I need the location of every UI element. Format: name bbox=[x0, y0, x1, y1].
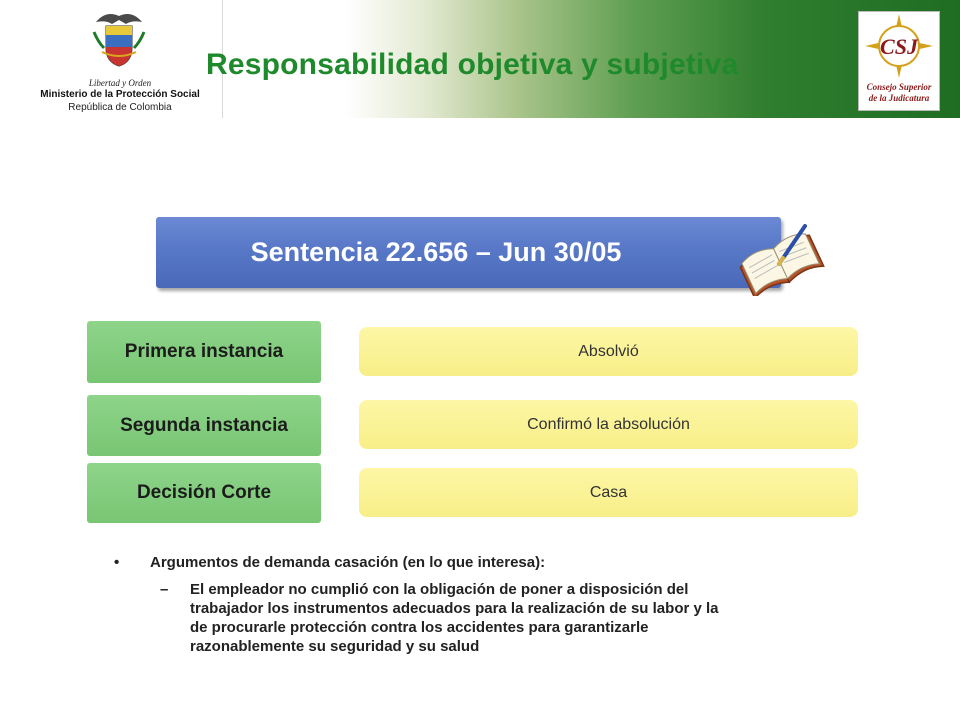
result-box-decision-corte: Casa bbox=[359, 468, 858, 517]
arguments-sub-item bbox=[114, 580, 854, 656]
compass-rose-icon bbox=[859, 12, 939, 82]
csj-caption-line1: Consejo Superior bbox=[866, 82, 932, 92]
stage-box-decision-corte: Decisión Corte bbox=[87, 463, 321, 523]
sentence-banner bbox=[156, 217, 781, 288]
stage-box-segunda-instancia: Segunda instancia bbox=[87, 395, 321, 456]
ministry-logo bbox=[30, 8, 208, 114]
page-title: Responsabilidad objetiva y subjetiva bbox=[206, 48, 739, 81]
stage-box-primera-instancia: Primera instancia bbox=[87, 321, 321, 383]
open-book-with-pen-icon bbox=[735, 220, 825, 296]
ministry-country: República de Colombia bbox=[68, 102, 172, 113]
ministry-motto: Libertad y Orden bbox=[88, 78, 152, 88]
argument-text-line: El empleador no cumplió con la obligación de poner a disposición del bbox=[190, 581, 689, 598]
result-box-primera-instancia: Absolvió bbox=[359, 327, 858, 376]
argument-text-line: trabajador los instrumentos adecuados para la realización de su labor y la bbox=[190, 600, 719, 617]
dash-marker: – bbox=[160, 581, 169, 598]
result-box-segunda-instancia: Confirmó la absolución bbox=[359, 400, 858, 449]
argument-text-line: razonablemente su seguridad y su salud bbox=[190, 638, 480, 655]
arguments-section bbox=[114, 553, 854, 656]
header-bar bbox=[0, 0, 960, 118]
argument-text-line: de procurarle protección contra los accidentes para garantizarle bbox=[190, 619, 649, 636]
coat-of-arms-icon bbox=[88, 8, 150, 70]
sentence-title: Sentencia 22.656 – Jun 30/05 bbox=[250, 237, 622, 267]
arguments-heading-item bbox=[114, 553, 854, 572]
csj-logo bbox=[858, 11, 940, 111]
csj-mark: CSJ bbox=[880, 34, 918, 59]
bullet-marker: • bbox=[114, 554, 120, 571]
csj-caption bbox=[859, 82, 939, 104]
ministry-name: Ministerio de la Protección Social bbox=[40, 89, 200, 100]
arguments-heading: Argumentos de demanda casación (en lo que interesa): bbox=[150, 554, 546, 571]
csj-caption-line2: de la Judicatura bbox=[868, 93, 930, 103]
